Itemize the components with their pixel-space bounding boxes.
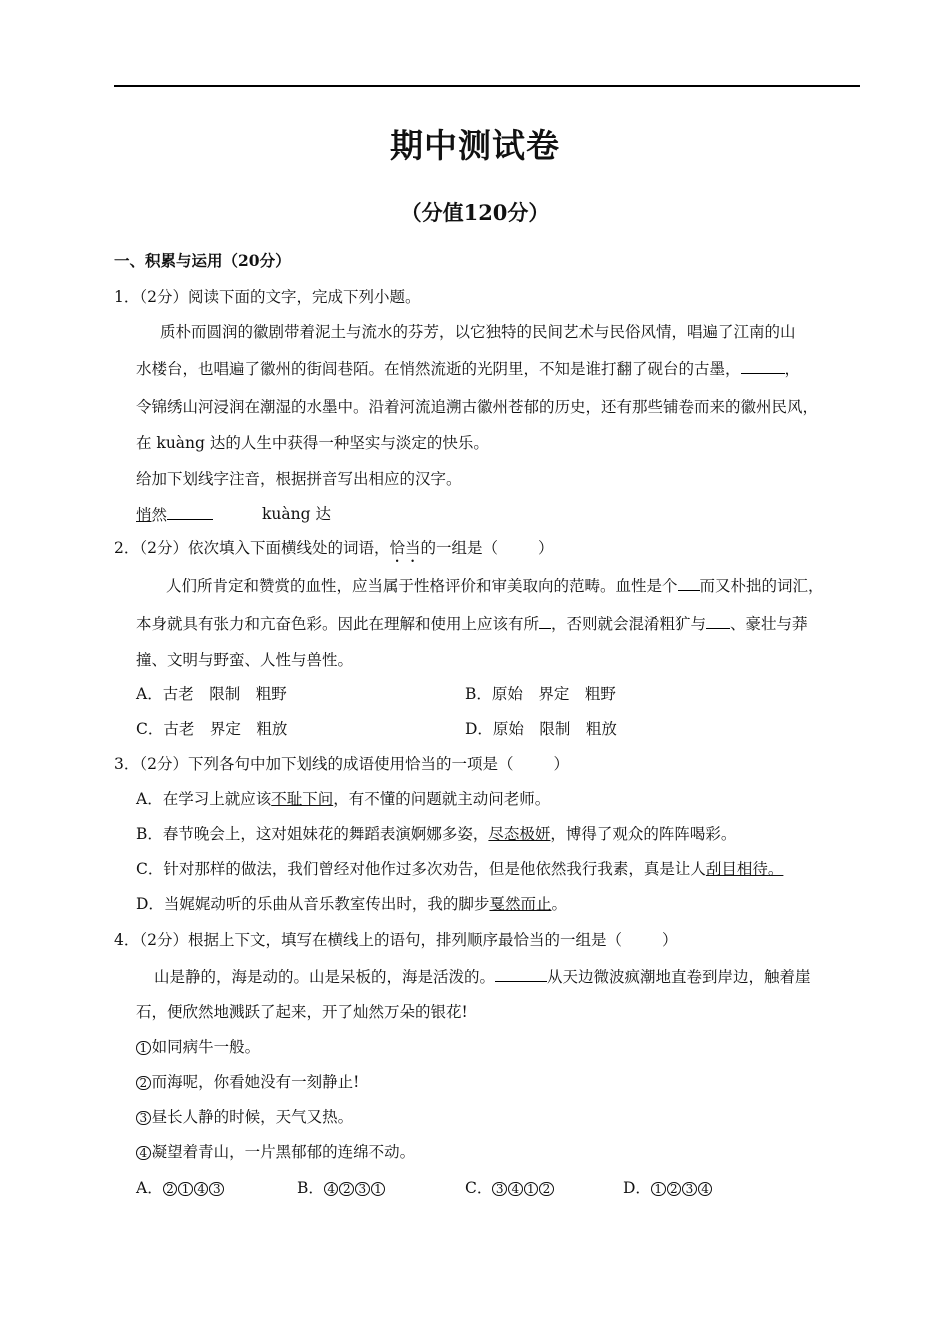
q1-answer-blank[interactable] bbox=[167, 504, 213, 520]
q2-option-c[interactable]: C．古老 界定 粗放 bbox=[136, 720, 288, 738]
q2-blank-2[interactable] bbox=[539, 613, 551, 629]
q1-answer-b: kuàng 达 bbox=[262, 505, 331, 523]
q4-fill-blank[interactable] bbox=[495, 966, 547, 982]
q4-option-a[interactable]: A． 2 1 4 3 bbox=[136, 1178, 225, 1198]
q3-stem: 3．（2分）下列各句中加下划线的成语使用恰当的一项是（ ） bbox=[114, 755, 569, 773]
q2-blank-1[interactable] bbox=[678, 575, 700, 591]
section-heading: 一、积累与运用（20分） bbox=[114, 251, 291, 270]
q4-passage-line: 石，便欣然地溅跃了起来，开了灿然万朵的银花! bbox=[136, 1003, 468, 1021]
q4-option-c[interactable]: C． 3 4 1 2 bbox=[465, 1178, 555, 1198]
q2-passage-line: 撞、文明与野蛮、人性与兽性。 bbox=[136, 651, 354, 669]
q2-blank-3[interactable] bbox=[706, 613, 730, 629]
q2-option-d[interactable]: D．原始 限制 粗放 bbox=[465, 720, 617, 738]
q1-passage-line: 水楼台，也唱遍了徽州的街闾巷陌。在悄然流逝的光阴里，不知是谁打翻了砚台的古墨， ， bbox=[136, 360, 801, 378]
q1-answer-a: 悄然 bbox=[136, 504, 213, 525]
q4-option-b[interactable]: B． 4 2 3 1 bbox=[297, 1178, 386, 1198]
q1-instruction: 给加下划线字注音，根据拼音写出相应的汉字。 bbox=[136, 470, 462, 488]
q4-stem: 4．（2分）根据上下文，填写在横线上的语句，排列顺序最恰当的一组是（ ） bbox=[114, 931, 678, 949]
q3-option-b[interactable]: B．春节晚会上，这对姐妹花的舞蹈表演婀娜多姿，尽态极妍，博得了观众的阵阵喝彩。 bbox=[136, 825, 737, 843]
q1-passage-line: 质朴而圆润的徽剧带着泥土与流水的芬芳，以它独特的民间艺术与民俗风情，唱遍了江南的山 bbox=[160, 323, 796, 341]
q2-option-a[interactable]: A．古老 限制 粗野 bbox=[136, 685, 287, 703]
q4-sentence-3: 3 昼长人静的时候，天气又热。 bbox=[136, 1107, 353, 1127]
page-title: 期中测试卷 bbox=[390, 126, 560, 165]
q4-sentence-4: 4 凝望着青山，一片黑郁郁的连绵不动。 bbox=[136, 1142, 415, 1162]
q4-passage-line: 山是静的，海是动的。山是呆板的，海是活泼的。 从天边微波疯潮地直卷到岸边，触着崖 bbox=[154, 968, 811, 986]
score-subtitle: （分值120分） bbox=[400, 200, 550, 225]
q1-stem: 1．（2分）阅读下面的文字，完成下列小题。 bbox=[114, 288, 421, 306]
q3-option-a[interactable]: A．在学习上就应该不耻下问，有不懂的问题就主动问老师。 bbox=[136, 790, 551, 808]
header-rule bbox=[114, 85, 860, 87]
q3-option-c[interactable]: C．针对那样的做法，我们曾经对他作过多次劝告，但是他依然我行我素，真是让人刮目相待。 bbox=[136, 860, 784, 878]
q1-fill-blank[interactable] bbox=[741, 358, 785, 374]
q1-passage-line: 在 kuàng 达的人生中获得一种坚实与淡定的快乐。 bbox=[136, 434, 489, 452]
q3-option-d[interactable]: D．当娓娓动听的乐曲从音乐教室传出时，我的脚步戛然而止。 bbox=[136, 895, 567, 913]
q4-option-d[interactable]: D． 1 2 3 4 bbox=[623, 1178, 713, 1198]
q2-passage-line: 本身就具有张力和亢奋色彩。因此在理解和使用上应该有所 ，否则就会混淆粗犷与 、豪壮与莽 bbox=[136, 615, 808, 633]
q1-passage-line: 令锦绣山河浸润在潮湿的水墨中。沿着河流追溯古徽州苍郁的历史，还有那些铺卷而来的徽州民风， bbox=[136, 398, 819, 416]
q2-stem: 2．（2分）依次填入下面横线处的词语，恰当的一组是（ ） bbox=[114, 539, 554, 557]
q2-passage-line: 人们所肯定和赞赏的血性，应当属于性格评价和审美取向的范畴。血性是个 而又朴拙的词汇， bbox=[166, 577, 824, 595]
q4-sentence-2: 2 而海呢，你看她没有一刻静止! bbox=[136, 1072, 359, 1092]
q2-option-b[interactable]: B．原始 界定 粗野 bbox=[465, 685, 616, 703]
q4-sentence-1: 1 如同病牛一般。 bbox=[136, 1037, 260, 1057]
